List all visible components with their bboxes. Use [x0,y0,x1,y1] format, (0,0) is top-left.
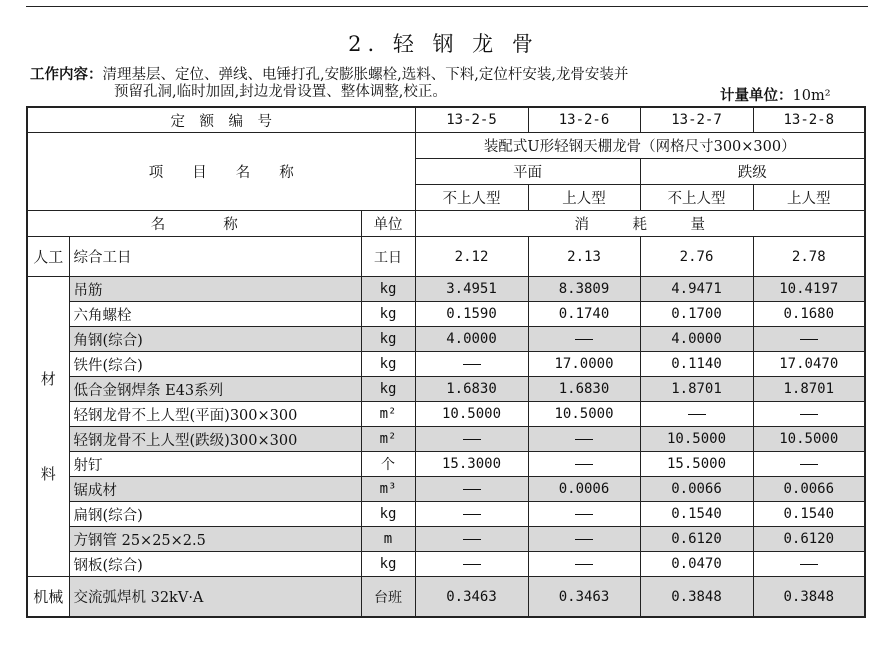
consumption-value: 10.4197 [753,277,865,302]
resource-name: 吊筋 [69,277,361,302]
quota-code: 13-2-6 [528,107,640,133]
empty-value-dash [575,464,593,465]
group-title-row [27,133,865,159]
table-row [27,477,865,502]
empty-value-dash [800,464,818,465]
empty-value-dash [575,514,593,515]
empty-value-dash [575,339,593,340]
item-name-label: 项 目 名 称 [27,133,415,211]
consumption-value [753,327,865,352]
resource-unit: kg [361,352,415,377]
type-label: 上人型 [753,185,865,211]
resource-unit: kg [361,277,415,302]
table-row [27,302,865,327]
work-content-line-1 [30,67,730,84]
table-row [27,327,865,352]
type-label: 不上人型 [415,185,528,211]
table-row [27,502,865,527]
resource-unit: kg [361,327,415,352]
resource-name: 低合金钢焊条 E43系列 [69,377,361,402]
sub-group-stepped: 跌级 [640,159,865,185]
category-materials-char-2: 料 [40,464,56,483]
resource-unit: kg [361,302,415,327]
consumption-value: 10.5000 [528,402,640,427]
quota-code: 13-2-8 [753,107,865,133]
quota-no-label: 定 额 编 号 [27,107,415,133]
table-row [27,352,865,377]
table-row [27,277,865,302]
consumption-value [528,527,640,552]
group-title: 装配式U形轻钢天棚龙骨（网格尺寸300×300） [415,133,865,159]
consumption-value: 0.1140 [640,352,753,377]
consumption-value: 10.5000 [640,427,753,452]
consumption-value: 1.8701 [640,377,753,402]
resource-unit: m² [361,402,415,427]
empty-value-dash [800,339,818,340]
consumption-value [528,452,640,477]
consumption-value: 10.5000 [415,402,528,427]
resource-name: 锯成材 [69,477,361,502]
sub-group-flat: 平面 [415,159,640,185]
table-row [27,577,865,618]
consumption-value: 15.3000 [415,452,528,477]
consumption-value: 15.5000 [640,452,753,477]
consumption-value: 0.6120 [640,527,753,552]
column-header-row [27,211,865,237]
consumption-value [528,327,640,352]
quota-code: 13-2-7 [640,107,753,133]
consumption-value [415,427,528,452]
empty-value-dash [575,539,593,540]
consumption-value: 0.1590 [415,302,528,327]
resource-unit: m² [361,427,415,452]
resource-unit: 工日 [361,237,415,277]
consumption-value: 1.6830 [415,377,528,402]
work-content-text-2: 预留孔洞,临时加固,封边龙骨设置、整体调整,校正。 [114,84,447,100]
consumption-value [528,552,640,577]
empty-value-dash [463,439,481,440]
measurement-unit [720,84,870,105]
category-materials [27,277,69,577]
consumption-value: 0.1540 [640,502,753,527]
consumption-value: 0.3463 [528,577,640,618]
quota-code-row [27,107,865,133]
name-column-header: 名 称 [27,211,361,237]
consumption-value: 2.12 [415,237,528,277]
consumption-value [753,552,865,577]
work-content [30,67,730,101]
consumption-value [415,352,528,377]
resource-name: 交流弧焊机 32kV·A [69,577,361,618]
resource-unit: m [361,527,415,552]
type-label: 不上人型 [640,185,753,211]
empty-value-dash [463,514,481,515]
consumption-value: 1.6830 [528,377,640,402]
consumption-value: 0.1540 [753,502,865,527]
measurement-unit-value: 10m² [792,88,831,104]
consumption-value [753,452,865,477]
resource-name: 方钢管 25×25×2.5 [69,527,361,552]
consumption-value [415,477,528,502]
consumption-header: 消 耗 量 [415,211,865,237]
resource-name: 轻钢龙骨不上人型(跌级)300×300 [69,427,361,452]
resource-unit: m³ [361,477,415,502]
resource-name: 六角螺栓 [69,302,361,327]
consumption-value: 2.76 [640,237,753,277]
consumption-value: 0.0470 [640,552,753,577]
consumption-value [415,552,528,577]
consumption-value: 0.1700 [640,302,753,327]
resource-unit: kg [361,502,415,527]
empty-value-dash [575,439,593,440]
empty-value-dash [463,564,481,565]
consumption-value: 17.0470 [753,352,865,377]
consumption-value: 8.3809 [528,277,640,302]
resource-name: 射钉 [69,452,361,477]
table-row [27,402,865,427]
consumption-value [415,527,528,552]
resource-unit: 个 [361,452,415,477]
consumption-value: 0.3463 [415,577,528,618]
measurement-unit-label: 计量单位： [720,88,793,104]
resource-unit: kg [361,377,415,402]
category-machinery: 机械 [27,577,69,618]
consumption-value [640,402,753,427]
consumption-value: 0.1740 [528,302,640,327]
table-row [27,237,865,277]
consumption-value [415,502,528,527]
consumption-value: 0.3848 [640,577,753,618]
resource-name: 钢板(综合) [69,552,361,577]
top-rule [26,6,868,7]
resource-unit: 台班 [361,577,415,618]
resource-unit: kg [361,552,415,577]
resource-name: 轻钢龙骨不上人型(平面)300×300 [69,402,361,427]
type-label: 上人型 [528,185,640,211]
consumption-value: 0.0066 [753,477,865,502]
consumption-value [753,402,865,427]
table-row [27,427,865,452]
consumption-value [528,502,640,527]
consumption-value [528,427,640,452]
empty-value-dash [463,364,481,365]
empty-value-dash [463,539,481,540]
work-content-text-1: 清理基层、定位、弹线、电锤打孔,安膨胀螺栓,选料、下料,定位杆安装,龙骨安装并 [102,67,629,83]
consumption-value: 10.5000 [753,427,865,452]
resource-name: 角钢(综合) [69,327,361,352]
category-labor: 人工 [27,237,69,277]
consumption-value: 3.4951 [415,277,528,302]
empty-value-dash [800,564,818,565]
unit-column-header: 单位 [361,211,415,237]
empty-value-dash [688,414,706,415]
table-row [27,377,865,402]
consumption-value: 2.13 [528,237,640,277]
resource-name: 扁钢(综合) [69,502,361,527]
empty-value-dash [800,414,818,415]
table-row [27,527,865,552]
consumption-value: 0.0066 [640,477,753,502]
table-row [27,552,865,577]
work-content-label: 工作内容： [30,67,103,83]
empty-value-dash [463,489,481,490]
quota-code: 13-2-5 [415,107,528,133]
consumption-value: 4.0000 [640,327,753,352]
page-title: 2. 轻 钢 龙 骨 [348,32,539,56]
table-row [27,452,865,477]
consumption-value: 1.8701 [753,377,865,402]
resource-name: 综合工日 [69,237,361,277]
consumption-value: 0.3848 [753,577,865,618]
resource-name: 铁件(综合) [69,352,361,377]
consumption-value: 0.6120 [753,527,865,552]
consumption-value: 0.0006 [528,477,640,502]
consumption-value: 4.0000 [415,327,528,352]
consumption-value: 17.0000 [528,352,640,377]
consumption-value: 0.1680 [753,302,865,327]
consumption-value: 2.78 [753,237,865,277]
empty-value-dash [575,564,593,565]
quota-table [26,106,866,618]
category-materials-char-1: 材 [40,369,56,388]
consumption-value: 4.9471 [640,277,753,302]
